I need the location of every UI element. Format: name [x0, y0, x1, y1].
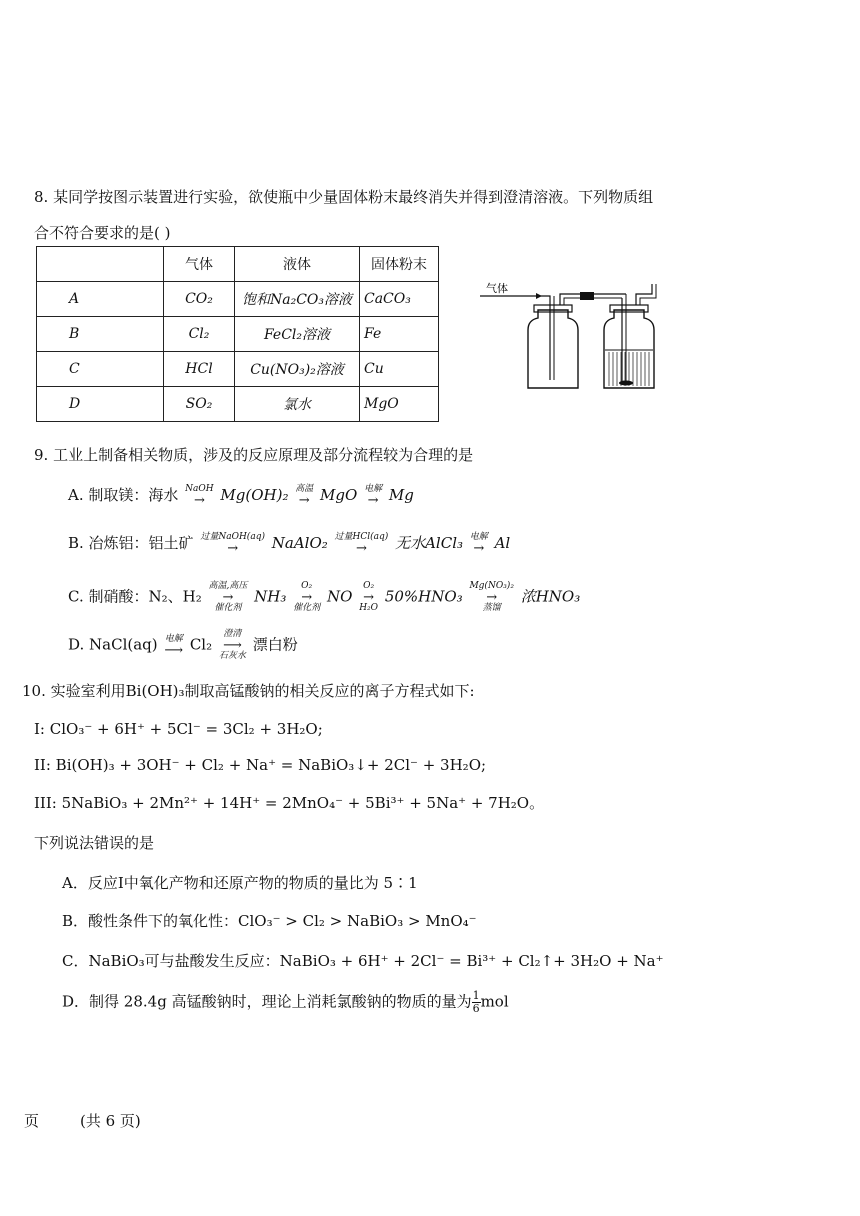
footer-page-label: 页: [24, 1112, 40, 1130]
gas-cell: HCl: [164, 352, 235, 387]
solid-cell: Fe: [360, 317, 439, 352]
option-b-prefix: B. 冶炼铝：铝土矿: [68, 534, 194, 552]
option-a-prefix: A. 制取镁：海水: [68, 486, 179, 504]
q10-equation-3: III: 5NaBiO₃ + 2Mn²⁺ + 14H⁺ = 2MnO₄⁻ + 5Bi³⁺ + 5Na⁺ + 7H₂O。: [34, 794, 545, 812]
product-label: Cl₂: [189, 635, 213, 654]
gas-cell: Cl₂: [164, 317, 235, 352]
q9-stem: 9. 工业上制备相关物质，涉及的反应原理及部分流程较为合理的是: [34, 446, 474, 464]
gas-washing-apparatus-diagram: [476, 272, 666, 398]
q10-option-c: C．NaBiO₃可与盐酸发生反应：NaBiO₃ + 6H⁺ + 2Cl⁻ = Bi³⁺ + Cl₂↑+ 3H₂O + Na⁺: [62, 952, 664, 970]
reaction-arrow: Mg(NO₃)₂ → 蒸馏: [469, 581, 514, 613]
unit-label: mol: [480, 992, 509, 1011]
product-label: MgO: [320, 486, 358, 504]
liquid-cell: Cu(NO₃)₂溶液: [235, 352, 360, 387]
q10-stem: 10. 实验室利用Bi(OH)₃制取高锰酸钠的相关反应的离子方程式如下:: [22, 682, 475, 700]
q9-option-d: [68, 630, 298, 661]
option-d-prefix: D. NaCl(aq): [68, 635, 158, 654]
reaction-arrow: 电解 →: [469, 532, 488, 556]
q10-option-a: A．反应I中氧化产物和还原产物的物质的量比为 5∶1: [62, 874, 418, 892]
reaction-arrow: 高温 →: [295, 484, 314, 508]
product-label: Mg(OH)₂: [220, 486, 289, 504]
gas-cell: CO₂: [164, 282, 235, 317]
product-label: Mg: [388, 486, 414, 504]
reaction-arrow: 过量HCl(aq) →: [334, 532, 389, 556]
table-row: [37, 352, 439, 387]
table-header-cell: 液体: [235, 247, 360, 282]
product-label: NO: [326, 587, 353, 606]
reaction-arrow: O₂ → H₂O: [359, 581, 379, 613]
liquid-cell: 氯水: [235, 387, 360, 422]
product-label: 漂白粉: [252, 635, 298, 654]
q10-question: 下列说法错误的是: [34, 834, 155, 852]
reaction-arrow: 高温,高压 → 催化剂: [208, 581, 248, 613]
product-label: NH₃: [254, 587, 287, 606]
footer-total-pages: (共 6 页): [80, 1112, 141, 1130]
gas-cell: SO₂: [164, 387, 235, 422]
row-label: B: [37, 317, 164, 352]
liquid-cell: 饱和Na₂CO₃溶液: [235, 282, 360, 317]
table-row: [37, 282, 439, 317]
q10-equation-1: I: ClO₃⁻ + 6H⁺ + 5Cl⁻ = 3Cl₂ + 3H₂O;: [34, 720, 323, 738]
q8-stem-line2: 合不符合要求的是( ): [34, 224, 171, 242]
table-header-cell: 气体: [164, 247, 235, 282]
gas-inlet-label: 气体: [486, 282, 508, 295]
reaction-arrow: 电解 →: [364, 484, 383, 508]
q8-stem-line1: 8. 某同学按图示装置进行实验，欲使瓶中少量固体粉末最终消失并得到澄清溶液。下列物质组: [34, 188, 654, 206]
table-row: [37, 387, 439, 422]
option-d-text: D．制得 28.4g 高锰酸钠时，理论上消耗氯酸钠的物质的量为: [62, 992, 472, 1011]
reaction-arrow: 电解 ⟶: [164, 633, 184, 658]
q9-option-b: [68, 532, 510, 555]
product-label: Al: [494, 534, 511, 552]
solid-cell: MgO: [360, 387, 439, 422]
row-label: D: [37, 387, 164, 422]
reaction-arrow: 澄清 ⟶ 石灰水: [218, 629, 246, 661]
row-label: A: [37, 282, 164, 317]
q10-equation-2: II: Bi(OH)₃ + 3OH⁻ + Cl₂ + Na⁺ = NaBiO₃↓+ 2Cl⁻ + 3H₂O;: [34, 756, 487, 774]
option-c-prefix: C. 制硝酸：N₂、H₂: [68, 587, 202, 606]
q9-option-c: [68, 582, 580, 613]
liquid-cell: FeCl₂溶液: [235, 317, 360, 352]
q10-option-d: [62, 990, 509, 1015]
product-label: 浓HNO₃: [520, 587, 581, 606]
q9-option-a: [68, 484, 414, 507]
solid-cell: Cu: [360, 352, 439, 387]
table-header-row: [37, 247, 439, 282]
product-label: 无水AlCl₃: [395, 534, 464, 552]
row-label: C: [37, 352, 164, 387]
q8-table: [36, 246, 439, 422]
reaction-arrow: NaOH →: [185, 484, 214, 508]
reaction-arrow: O₂ → 催化剂: [293, 581, 321, 613]
reaction-arrow: 过量NaOH(aq) →: [200, 532, 265, 556]
fraction: $\frac{1}{6}$: [472, 989, 480, 1016]
table-header-cell: 固体粉末: [360, 247, 439, 282]
product-label: 50%HNO₃: [384, 587, 463, 606]
table-header-cell: [37, 247, 164, 282]
table-row: [37, 317, 439, 352]
q10-option-b: B．酸性条件下的氧化性：ClO₃⁻ > Cl₂ > NaBiO₃ > MnO₄⁻: [62, 912, 477, 930]
solid-cell: CaCO₃: [360, 282, 439, 317]
product-label: NaAlO₂: [271, 534, 328, 552]
